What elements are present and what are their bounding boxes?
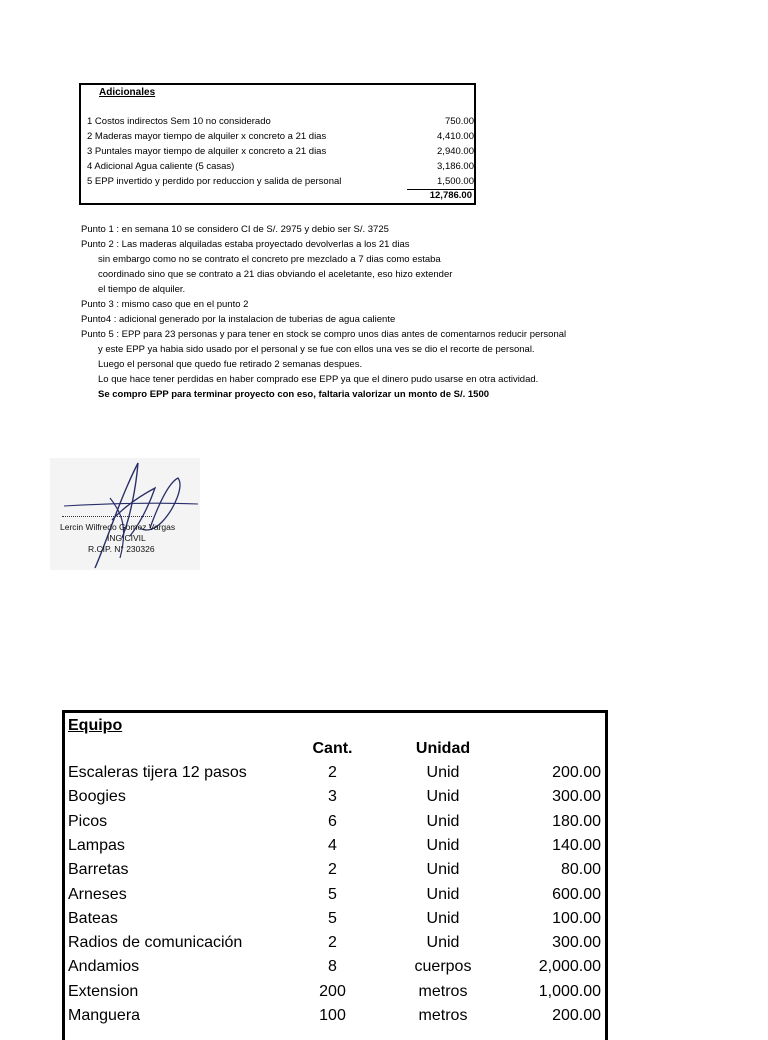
equipo-unidad: Unid (426, 788, 460, 806)
adicionales-row (87, 144, 474, 159)
equipo-cant: 5 (328, 885, 337, 903)
equipo-name: Picos (68, 812, 108, 830)
equipo-amount: 100.00 (552, 909, 601, 927)
adicionales-row-amount: 1,500.00 (437, 176, 474, 187)
adicionales-row-amount: 3,186.00 (437, 161, 474, 172)
note-line: coordinado sino que se contrato a 21 dias obviando el aceletante, eso hizo extender (98, 269, 453, 280)
adicionales-row (87, 129, 474, 144)
equipo-unidad: cuerpos (414, 958, 472, 976)
equipo-amount: 200.00 (552, 1007, 601, 1024)
adicionales-title: Adicionales (99, 87, 156, 98)
signature-title: ING.CIVIL (107, 533, 146, 543)
adicionales-table (79, 83, 476, 205)
note-line: sin embargo como no se contrato el concreto pre mezclado a 7 dias como estaba (98, 254, 441, 265)
notes-section (81, 222, 566, 402)
equipo-cant: 200 (319, 982, 346, 1000)
equipo-cant: 2 (328, 934, 337, 952)
adicionales-total: 12,786.00 (429, 190, 472, 201)
equipo-unidad: Unid (426, 934, 460, 952)
equipo-cant: 6 (328, 812, 337, 830)
adicionales-row (87, 114, 474, 129)
table-row (65, 980, 605, 1004)
equipo-cant: 5 (328, 909, 337, 927)
signature-block (50, 458, 200, 570)
equipo-cant: 3 (328, 788, 337, 806)
adicionales-row-label: 5 EPP invertido y perdido por reduccion y salida de personal (87, 176, 342, 187)
equipo-table (62, 710, 608, 1040)
adicionales-row-amount: 4,410.00 (437, 131, 474, 142)
equipo-amount: 600.00 (552, 885, 601, 903)
signature-cip: R.CIP. N° 230326 (88, 544, 155, 554)
signature-name: Lercin Wilfredo Gomez Vargas (60, 522, 176, 532)
equipo-cant: 8 (328, 958, 337, 976)
equipo-title: Equipo (68, 717, 123, 734)
equipo-name: Extension (68, 982, 139, 1000)
note-line: Luego el personal que quedo fue retirado 2 semanas despues. (98, 359, 363, 370)
note-line: el tiempo de alquiler. (98, 284, 186, 295)
table-row (65, 810, 605, 834)
equipo-name: Arneses (68, 885, 127, 903)
equipo-amount: 300.00 (552, 934, 601, 952)
equipo-amount: 140.00 (552, 836, 601, 854)
column-header-cant: Cant. (312, 740, 353, 757)
equipo-unidad: Unid (426, 812, 460, 830)
adicionales-row-label: 3 Puntales mayor tiempo de alquiler x concreto a 21 dias (87, 146, 327, 157)
equipo-name: Barretas (68, 861, 129, 879)
column-header-unidad: Unidad (415, 740, 471, 757)
note-line: Punto 2 : Las maderas alquiladas estaba proyectado devolverlas a los 21 dias (81, 239, 410, 250)
equipo-name: Manguera (68, 1007, 141, 1024)
equipo-unidad: metros (418, 1007, 468, 1024)
equipo-amount: 180.00 (552, 812, 601, 830)
equipo-cant: 4 (328, 836, 337, 854)
adicionales-row-label: 1 Costos indirectos Sem 10 no considerado (87, 116, 271, 127)
adicionales-row-label: 4 Adicional Agua caliente (5 casas) (87, 161, 235, 172)
equipo-amount: 200.00 (552, 764, 601, 781)
equipo-unidad: Unid (426, 764, 460, 781)
equipo-unidad: metros (418, 982, 468, 1000)
equipo-cant: 2 (328, 861, 337, 879)
adicionales-row-label: 2 Maderas mayor tiempo de alquiler x concreto a 21 dias (87, 131, 327, 142)
equipo-amount: 1,000.00 (538, 982, 601, 1000)
equipo-name: Radios de comunicación (68, 934, 243, 952)
adicionales-row-amount: 2,940.00 (437, 146, 474, 157)
equipo-unidad: Unid (426, 836, 460, 854)
equipo-amount: 2,000.00 (538, 958, 601, 976)
table-row (65, 785, 605, 809)
equipo-name: Andamios (68, 958, 140, 976)
equipo-amount: 300.00 (552, 788, 601, 806)
note-line-emphasis: Se compro EPP para terminar proyecto con eso, faltaria valorizar un monto de S/. 1500 (98, 389, 490, 400)
table-row (65, 931, 605, 955)
equipo-name: Lampas (68, 836, 125, 854)
note-line: Punto4 : adicional generado por la instalacion de tuberias de agua caliente (81, 314, 396, 325)
table-row (65, 955, 605, 979)
note-line: y este EPP ya habia sido usado por el personal y se fue con ellos una ves se dio el recorte de personal. (98, 344, 535, 355)
equipo-unidad: Unid (426, 909, 460, 927)
note-line: Punto 1 : en semana 10 se considero CI de S/. 2975 y debio ser S/. 3725 (81, 224, 389, 235)
note-line: Lo que hace tener perdidas en haber comprado ese EPP ya que el dinero pudo usarse en otra actividad. (98, 374, 539, 385)
equipo-name: Escaleras tijera 12 pasos (68, 764, 247, 781)
equipo-amount: 80.00 (560, 861, 601, 879)
table-row (65, 858, 605, 882)
equipo-name: Boogies (68, 788, 126, 806)
table-row (65, 1004, 605, 1028)
table-row (65, 883, 605, 907)
equipo-cant: 100 (319, 1007, 346, 1024)
table-row (65, 834, 605, 858)
table-row (65, 761, 605, 785)
adicionales-row (87, 174, 474, 189)
table-row (65, 907, 605, 931)
adicionales-row (87, 159, 474, 174)
adicionales-row-amount: 750.00 (444, 116, 474, 127)
equipo-cant: 2 (328, 764, 337, 781)
equipo-unidad: Unid (426, 885, 460, 903)
note-line: Punto 3 : mismo caso que en el punto 2 (81, 299, 249, 310)
equipo-unidad: Unid (426, 861, 460, 879)
note-line: Punto 5 : EPP para 23 personas y para tener en stock se compro unos dias antes de comentarnos reducir personal (81, 329, 567, 340)
equipo-name: Bateas (68, 909, 118, 927)
